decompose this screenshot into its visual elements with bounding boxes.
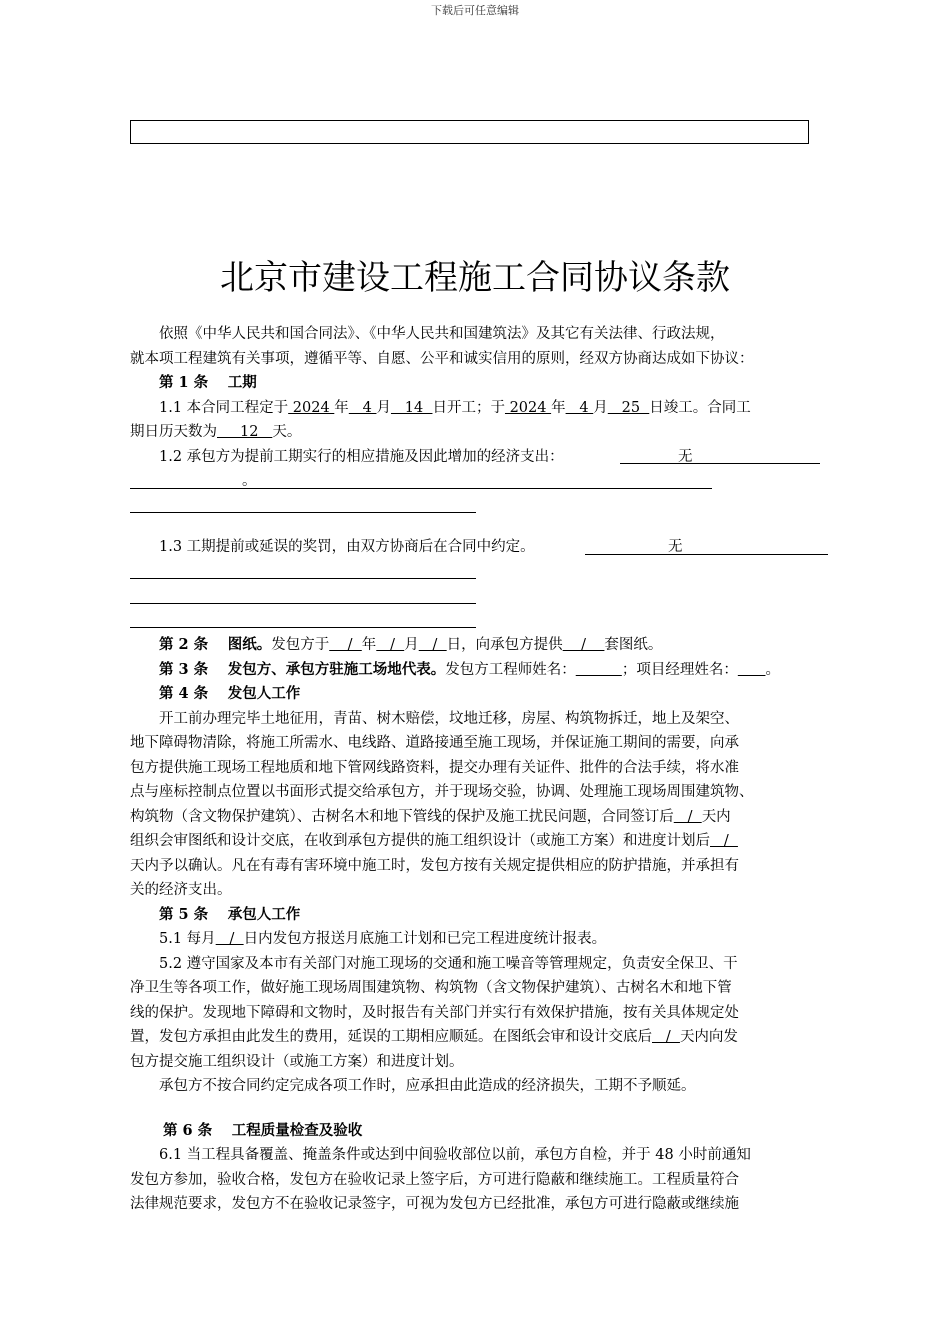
blank-line bbox=[130, 494, 842, 519]
article-6-heading: 第 6 条 工程质量检查及验收 bbox=[163, 1121, 363, 1139]
blank-fill-line bbox=[130, 578, 476, 579]
article-4-line-text: 天内 bbox=[701, 808, 731, 825]
clause-5-2-line bbox=[130, 1025, 842, 1050]
article-3-heading: 第 3 条 发包方、承包方驻施工场地代表。 bbox=[159, 660, 446, 678]
article-4-line bbox=[130, 829, 842, 854]
article-4-line-text: 构筑物（含文物保护建筑）、古树名木和地下管线的保护及施工扰民问题，合同签订后 bbox=[130, 808, 674, 825]
clause-5-3: 承包方不按合同约定完成各项工作时，应承担由此造成的经济损失，工期不予顺延。 bbox=[159, 1078, 696, 1094]
end-month-value: 4 bbox=[565, 399, 594, 416]
drawing-sets-value: / bbox=[562, 637, 605, 653]
clause-5-1-text: 5.1 每月 bbox=[159, 931, 216, 947]
drawing-year-value: / bbox=[329, 637, 362, 653]
article-1-heading: 第 1 条 工期 bbox=[159, 374, 257, 391]
article-2-heading: 第 2 条 图纸。 bbox=[159, 636, 272, 653]
article-5-heading: 第 5 条 承包人工作 bbox=[159, 905, 301, 923]
drawing-day-unit: 日，向承包方提供 bbox=[446, 637, 563, 653]
article-3 bbox=[130, 658, 842, 683]
article-2-text: 发包方于 bbox=[271, 637, 330, 653]
article-2 bbox=[130, 633, 842, 658]
article-4-line: 天内予以确认。凡在有毒有害环境中施工时，发包方按有关规定提供相应的防护措施，并承担有 bbox=[130, 857, 739, 874]
article-4-line: 点与座标控制点位置以书面形式提交给承包方，并于现场交验，协调、处理施工现场周围建筑物、 bbox=[130, 784, 754, 800]
article-4-line: 开工前办理完毕土地征用，青苗、树木赔偿，坟地迁移，房屋、构筑物拆迁，地上及架空、 bbox=[159, 710, 739, 727]
clause-1-3-fill-line bbox=[585, 554, 828, 555]
clause-5-2-line: 5.2 遵守国家及本市有关部门对施工现场的交通和施工噪音等管理规定，负责安全保卫、干 bbox=[159, 955, 738, 972]
clause-5-2-line: 包方提交施工组织设计（或施工方案）和进度计划。 bbox=[130, 1053, 464, 1070]
blank-line bbox=[130, 609, 842, 634]
end-year-value: 2024 bbox=[504, 399, 552, 416]
start-month-unit: 月 bbox=[376, 399, 391, 416]
clause-5-2-text: 置，发包方承担由此发生的费用，延误的工期相应顺延。在图纸会审和设计交底后 bbox=[130, 1029, 652, 1045]
clause-5-1 bbox=[130, 927, 842, 952]
blank-fill-line bbox=[130, 603, 476, 604]
page-header-note: 下载后可任意编辑 bbox=[431, 4, 519, 17]
end-day-unit: 日竣工。合同工 bbox=[649, 399, 751, 416]
duration-unit: 天。 bbox=[272, 424, 302, 440]
drawing-sets-unit: 套图纸。 bbox=[604, 637, 663, 653]
article-4-line: 包方提供施工现场工程地质和地下管网线路资料，提交办理有关证件、批件的合法手续，将水准 bbox=[130, 759, 739, 776]
intro-line-2: 就本项工程建筑有关事项，遵循平等、自愿、公平和诚实信用的原则，经双方协商达成如下协议： bbox=[130, 350, 754, 367]
clause-1-1 bbox=[130, 396, 842, 421]
document-title: 北京市建设工程施工合同协议条款 bbox=[220, 258, 730, 298]
intro-line-1: 依照《中华人民共和国合同法》、《中华人民共和国建筑法》及其它有关法律、行政法规， bbox=[159, 326, 725, 342]
start-year-value: 2024 bbox=[288, 399, 335, 416]
article-4-line: 地下障碍物清除，将施工所需水、电线路、道路接通至施工现场，并保证施工期间的需要，向承 bbox=[130, 735, 739, 751]
clause-6-1-line: 法律规范要求，发包方不在验收记录签字，可视为发包方已经批准，承包方可进行隐蔽或继续施 bbox=[130, 1196, 739, 1212]
article-3-period: 。 bbox=[765, 661, 780, 678]
engineer-name-value bbox=[576, 662, 622, 678]
start-day-value: 14 bbox=[390, 399, 433, 416]
construction-plan-days-value: / bbox=[652, 1029, 680, 1045]
clause-6-1-line: 发包方参加，验收合格，发包方在验收记录上签字后，方可进行隐蔽和继续施工。工程质量符合 bbox=[130, 1171, 739, 1188]
clause-1-1-cont bbox=[130, 420, 842, 445]
clause-1-2-value: 无 bbox=[678, 448, 693, 465]
drawing-review-days-value: / bbox=[673, 808, 702, 825]
clause-1-3 bbox=[130, 535, 842, 560]
end-day-value: 25 bbox=[607, 399, 650, 416]
blank-line bbox=[130, 584, 842, 609]
start-day-unit: 日开工；于 bbox=[432, 399, 505, 416]
start-month-value: 4 bbox=[348, 399, 377, 416]
clause-1-3-text: 1.3 工期提前或延误的奖罚，由双方协商后在合同中约定。 bbox=[159, 539, 535, 555]
drawing-month-value: / bbox=[376, 637, 405, 653]
clause-5-2-line: 线的保护。发现地下障碍和文物时，及时报告有关部门并实行有效保护措施，按有关具体规定处 bbox=[130, 1004, 739, 1021]
plan-confirm-days-value: / bbox=[710, 833, 738, 849]
end-year-unit: 年 bbox=[551, 399, 566, 416]
blank-fill-line bbox=[130, 512, 476, 513]
end-month-unit: 月 bbox=[593, 399, 608, 416]
monthly-report-day-value: / bbox=[215, 931, 244, 947]
top-blank-box bbox=[130, 120, 809, 144]
drawing-month-unit: 月 bbox=[404, 637, 419, 653]
drawing-year-unit: 年 bbox=[361, 637, 377, 653]
clause-5-1-text: 日内发包方报送月底施工计划和已完工程进度统计报表。 bbox=[243, 931, 607, 947]
clause-1-2-period: 。 bbox=[242, 473, 257, 489]
clause-1-1-text: 1.1 本合同工程定于 bbox=[159, 399, 289, 416]
clause-5-2-text: 天内向发 bbox=[679, 1029, 738, 1045]
clause-1-3-value: 无 bbox=[668, 539, 683, 555]
duration-days-value: 12 bbox=[217, 424, 273, 440]
article-4-line-text: 组织会审图纸和设计交底，在收到承包方提供的施工组织设计（或施工方案）和进度计划后 bbox=[130, 833, 710, 849]
contract-body bbox=[130, 322, 842, 1217]
manager-label: ；项目经理姓名： bbox=[621, 661, 738, 678]
article-4-heading: 第 4 条 发包人工作 bbox=[159, 685, 301, 702]
clause-1-2-cont bbox=[130, 469, 842, 494]
duration-label: 期日历天数为 bbox=[130, 424, 217, 440]
clause-6-1-line: 6.1 当工程具备覆盖、掩盖条件或达到中间验收部位以前，承包方自检，并于 48 小时前通知 bbox=[159, 1147, 751, 1163]
clause-5-2-line: 净卫生等各项工作，做好施工现场周围建筑物、构筑物（含文物保护建筑）、古树名木和地下管 bbox=[130, 980, 732, 996]
start-year-unit: 年 bbox=[334, 399, 349, 416]
clause-1-2-cont-line bbox=[130, 488, 712, 489]
manager-name-value bbox=[738, 662, 766, 678]
clause-1-2-text: 1.2 承包方为提前工期实行的相应措施及因此增加的经济支出： bbox=[159, 448, 564, 465]
blank-fill-line bbox=[130, 627, 476, 628]
clause-1-2-fill-line bbox=[620, 463, 820, 464]
article-4-line: 关的经济支出。 bbox=[130, 882, 232, 898]
article-4-line bbox=[130, 805, 842, 830]
clause-1-2 bbox=[130, 445, 842, 470]
engineer-label: 发包方工程师姓名： bbox=[445, 661, 576, 678]
blank-line bbox=[130, 560, 842, 585]
drawing-day-value: / bbox=[418, 637, 447, 653]
